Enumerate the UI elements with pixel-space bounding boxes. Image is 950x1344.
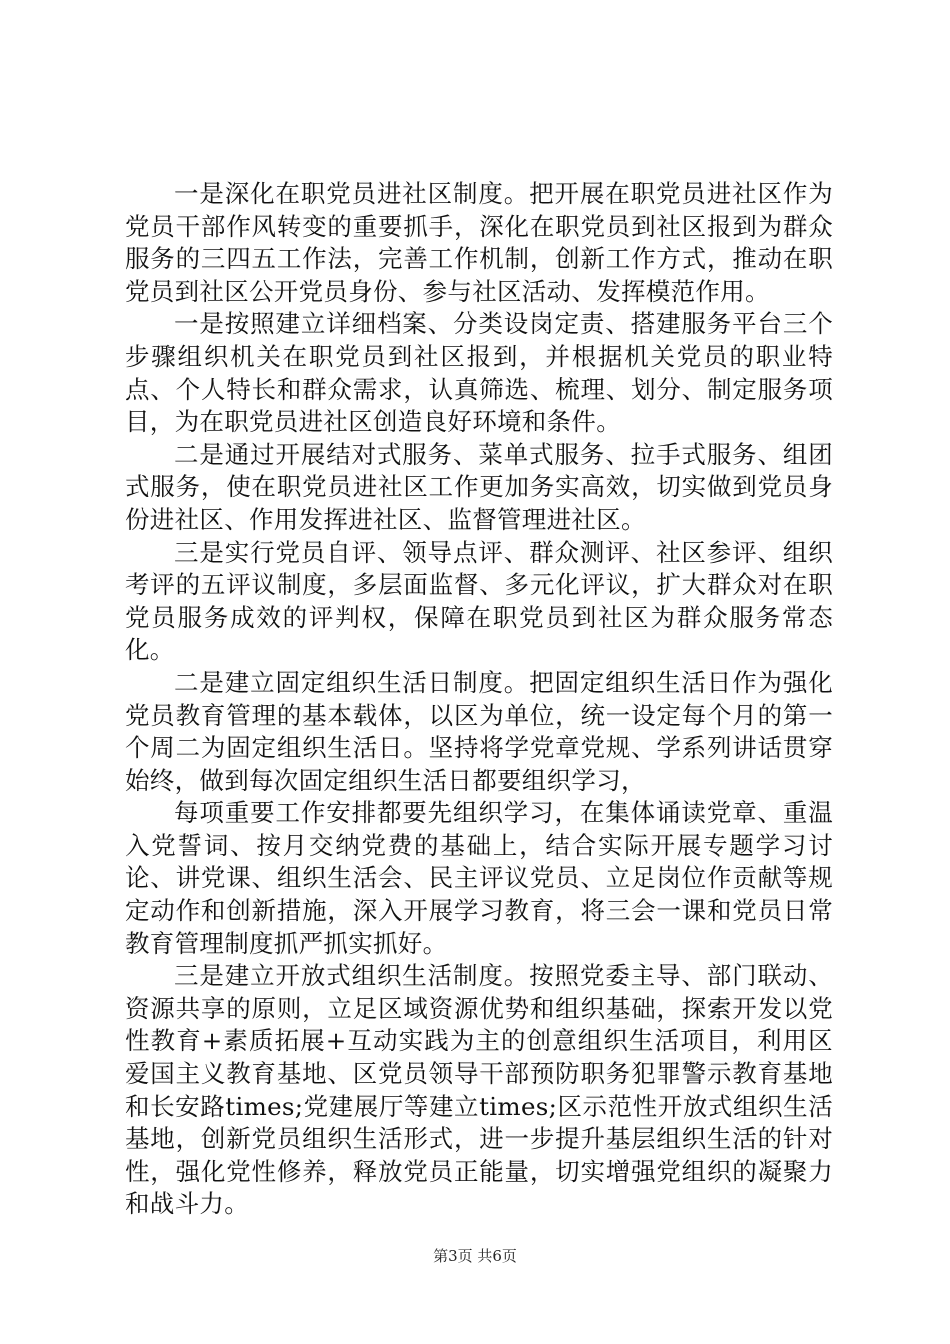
paragraph-4: 三是实行党员自评、领导点评、群众测评、社区参评、组织考评的五评议制度，多层面监督、多元化评议，扩大群众对在职党员服务成效的评判权，保障在职党员到社区为群众服务常态化。 [125, 537, 833, 665]
paragraph-6: 每项重要工作安排都要先组织学习，在集体诵读党章、重温入党誓词、按月交纳党费的基础上，结合实际开展专题学习讨论、讲党课、组织生活会、民主评议党员、立足岗位作贡献等规定动作和创新措施，深入开展学习教育，将三会一课和党员日常教育管理制度抓严抓实抓好。 [125, 798, 833, 958]
paragraph-1: 一是深化在职党员进社区制度。把开展在职党员进社区作为党员干部作风转变的重要抓手，深化在职党员到社区报到为群众服务的三四五工作法，完善工作机制，创新工作方式，推动在职党员到社区公开党员身份、参与社区活动、发挥模范作用。 [125, 179, 833, 306]
paragraph-3: 二是通过开展结对式服务、菜单式服务、拉手式服务、组团式服务，使在职党员进社区工作更加务实高效，切实做到党员身份进社区、作用发挥进社区、监督管理进社区。 [125, 439, 833, 534]
paragraph-5: 二是建立固定组织生活日制度。把固定组织生活日作为强化党员教育管理的基本载体，以区为单位，统一设定每个月的第一个周二为固定组织生活日。坚持将学党章党规、学系列讲话贯穿始终，做到每次固定组织生活日都要组织学习， [125, 667, 833, 795]
paragraph-7: 三是建立开放式组织生活制度。按照党委主导、部门联动、资源共享的原则，立足区域资源优势和组织基础，探索开发以党性教育+素质拓展+互动实践为主的创意组织生活项目，利用区爱国主义教育基地、区党员领导干部预防职务犯罪警示教育基地和长安路times;党建展厅等建立times;区示范性开放式组织生活基地，创新党员组织生活形式，进一步提升基层组织生活的针对性，强化党性修养，释放党员正能量，切实增强党组织的凝聚力和战斗力。 [125, 961, 833, 1219]
document-body [125, 178, 833, 1221]
page-number-footer: 第3页 共6页 [433, 1247, 517, 1265]
paragraph-2: 一是按照建立详细档案、分类设岗定责、搭建服务平台三个步骤组织机关在职党员到社区报到，并根据机关党员的职业特点、个人特长和群众需求，认真筛选、梳理、划分、制定服务项目，为在职党员进社区创造良好环境和条件。 [125, 309, 833, 437]
